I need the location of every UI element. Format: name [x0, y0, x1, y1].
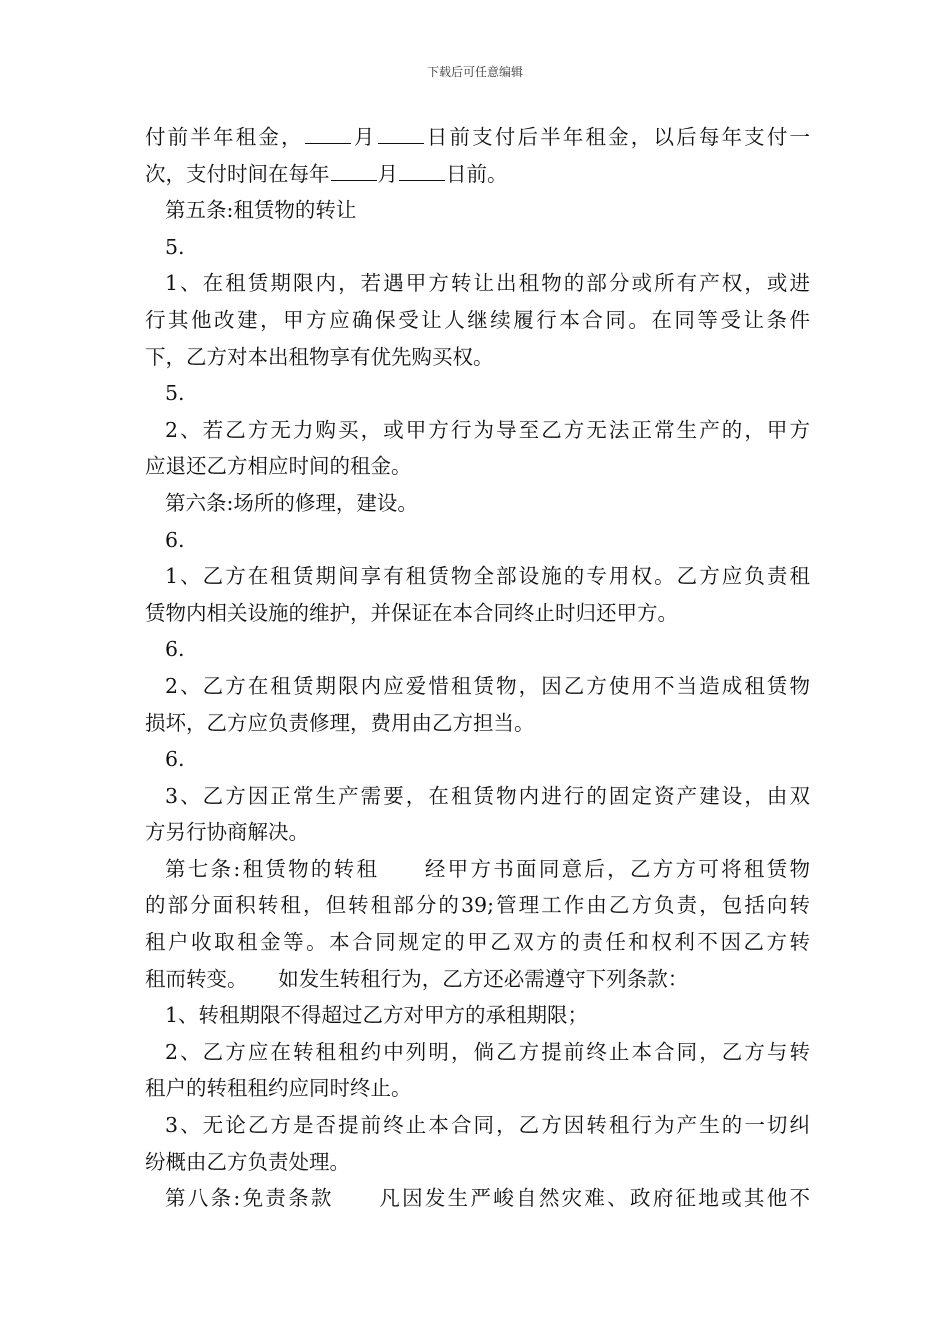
paragraph-line: 2、若乙方无力购买，或甲方行为导至乙方无法正常生产的，甲方	[165, 417, 810, 442]
paragraph-line: 下，乙方对本出租物享有优先购买权。	[145, 344, 494, 369]
list-item: 1、转租期限不得超过乙方对甲方的承租期限；	[165, 1003, 589, 1028]
paragraph-line: 的部分面积转租，但转租部分的39;管理工作由乙方负责，包括向转	[145, 893, 810, 918]
paragraph-line: 2、乙方在租赁期限内应爱惜租赁物，因乙方使用不当造成租赁物	[165, 673, 810, 698]
paragraph-line: 租而转变。 如发生转租行为，乙方还必需遵守下列条款：	[145, 966, 689, 991]
article-heading: 第八条:免责条款 凡因发生严峻自然灾难、政府征地或其他不	[165, 1186, 810, 1211]
paragraph-line	[145, 119, 810, 156]
page-header: 下载后可任意编辑	[426, 65, 523, 79]
paragraph-line: 3、乙方因正常生产需要，在租赁物内进行的固定资产建设，由双	[165, 783, 810, 808]
list-item: 3、无论乙方是否提前终止本合同，乙方因转租行为产生的一切纠	[165, 1113, 810, 1138]
blank-field	[378, 123, 424, 144]
text-fragment: 次，支付时间在每年	[145, 161, 330, 186]
list-item: 2、乙方应在转租租约中列明，倘乙方提前终止本合同，乙方与转	[165, 1039, 810, 1064]
document-body	[145, 119, 810, 1217]
paragraph-line: 行其他改建，甲方应确保受让人继续履行本合同。在同等受让条件	[145, 307, 810, 332]
paragraph-line: 1、乙方在租赁期间享有租赁物全部设施的专用权。乙方应负责租	[165, 564, 810, 589]
clause-number: 6.	[165, 747, 185, 772]
paragraph-line: 租户的转租租约应同时终止。	[145, 1076, 412, 1101]
text-fragment: 日前支付后半年租金，以后每年支付一	[424, 125, 810, 149]
text-fragment: 月	[377, 161, 398, 186]
text-fragment: 日前。	[446, 161, 508, 186]
clause-number: 5.	[165, 381, 185, 406]
article-heading: 第五条:租赁物的转让	[165, 198, 357, 223]
text-fragment: 付前半年租金，	[145, 125, 304, 149]
paragraph-line: 赁物内相关设施的维护，并保证在本合同终止时归还甲方。	[145, 600, 678, 625]
clause-number: 6.	[165, 527, 185, 552]
paragraph-line: 应退还乙方相应时间的租金。	[145, 454, 412, 479]
paragraph-line: 损坏，乙方应负责修理，费用由乙方担当。	[145, 710, 535, 735]
paragraph-line: 1、在租赁期限内，若遇甲方转让出租物的部分或所有产权，或进	[165, 271, 810, 296]
clause-number: 6.	[165, 637, 185, 662]
blank-field	[305, 123, 351, 144]
article-heading: 第六条:场所的修理，建设。	[165, 490, 418, 515]
paragraph-line	[145, 156, 810, 193]
paragraph-line: 方另行协商解决。	[145, 820, 309, 845]
paragraph-line: 租户收取租金等。本合同规定的甲乙双方的责任和权利不因乙方转	[145, 930, 810, 955]
article-heading: 第七条:租赁物的转租 经甲方书面同意后，乙方方可将租赁物	[165, 856, 810, 881]
paragraph-line: 纷概由乙方负责处理。	[145, 1149, 350, 1174]
blank-field	[399, 160, 445, 181]
text-fragment: 月	[351, 125, 377, 149]
clause-number: 5.	[165, 234, 185, 259]
blank-field	[331, 160, 377, 181]
